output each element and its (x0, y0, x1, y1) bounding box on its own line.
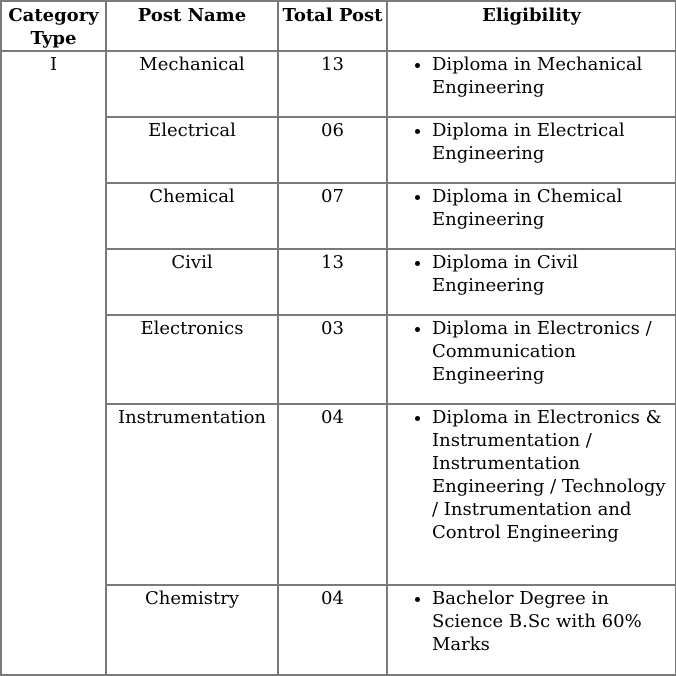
category-cell: I (1, 51, 106, 675)
post-name-cell: Mechanical (106, 51, 278, 117)
total-post-cell: 04 (278, 585, 387, 675)
post-name-cell: Electrical (106, 117, 278, 183)
eligibility-item: • Diploma in Electronics & Instrumentation / Instrumentation Engineering / Technology / Instrumentation and Control Engineering (432, 406, 675, 544)
post-name-cell: Chemical (106, 183, 278, 249)
header-post-name: Post Name (106, 1, 278, 51)
header-eligibility: Eligibility (387, 1, 676, 51)
eligibility-cell (387, 117, 676, 183)
header-category-type: Category Type (1, 1, 106, 51)
header-total-post: Total Post (278, 1, 387, 51)
header-row (1, 1, 676, 51)
eligibility-item: • Diploma in Electronics / Communication Engineering (432, 317, 675, 386)
post-name-cell: Civil (106, 249, 278, 315)
table-row (1, 51, 676, 117)
post-name-cell: Instrumentation (106, 404, 278, 585)
post-name-cell: Electronics (106, 315, 278, 404)
eligibility-cell (387, 315, 676, 404)
total-post-cell: 04 (278, 404, 387, 585)
eligibility-cell (387, 183, 676, 249)
eligibility-cell (387, 51, 676, 117)
total-post-cell: 13 (278, 51, 387, 117)
eligibility-cell (387, 585, 676, 675)
eligibility-item: • Diploma in Electrical Engineering (432, 119, 675, 165)
eligibility-cell (387, 404, 676, 585)
total-post-cell: 13 (278, 249, 387, 315)
total-post-cell: 06 (278, 117, 387, 183)
eligibility-item: • Diploma in Civil Engineering (432, 251, 675, 297)
eligibility-cell (387, 249, 676, 315)
eligibility-item: • Bachelor Degree in Science B.Sc with 60% Marks (432, 587, 675, 656)
eligibility-item: • Diploma in Mechanical Engineering (432, 53, 675, 99)
post-name-cell: Chemistry (106, 585, 278, 675)
total-post-cell: 03 (278, 315, 387, 404)
eligibility-item: • Diploma in Chemical Engineering (432, 185, 675, 231)
total-post-cell: 07 (278, 183, 387, 249)
